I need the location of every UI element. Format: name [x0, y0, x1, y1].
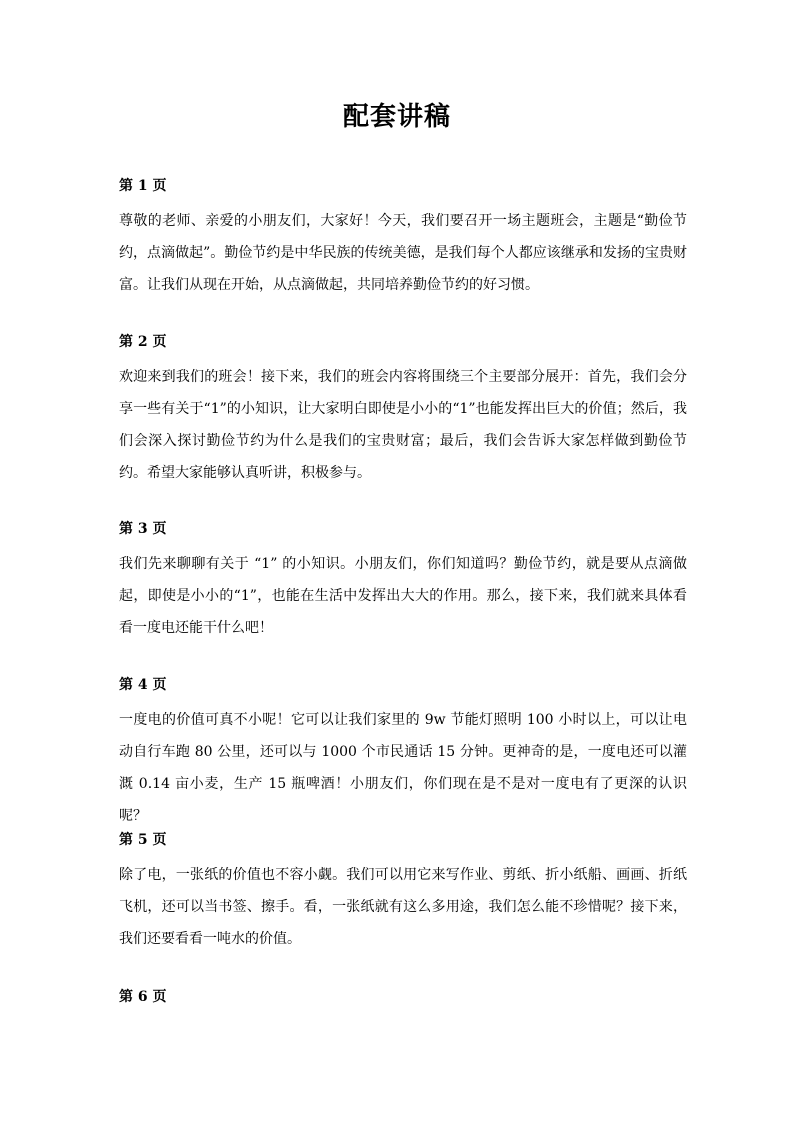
- page-label: 第 5 页: [119, 832, 167, 848]
- section-page-4: [119, 675, 687, 832]
- section-paragraph: 一度电的价值可真不小呢！它可以让我们家里的 9w 节能灯照明 100 小时以上，可以让电动自行车跑 80 公里，还可以与 1000 个市民通话 15 分钟。更神奇的是，一度电还可以灌溉 0.14 亩小麦，生产 15 瓶啤酒！小朋友们，你们现在是不是对一度电有了更深的认识呢？: [119, 712, 687, 824]
- section-paragraph: 欢迎来到我们的班会！接下来，我们的班会内容将围绕三个主要部分展开：首先，我们会分享一些有关于“1”的小知识，让大家明白即使是小小的“1”也能发挥出巨大的价值；然后，我们会深入探讨勤俭节约为什么是我们的宝贵财富；最后，我们会告诉大家怎样做到勤俭节约。希望大家能够认真听讲，积极参与。: [119, 369, 687, 481]
- section-page-3: [119, 519, 687, 644]
- section-page-6: [119, 987, 687, 1016]
- page-label: 第 6 页: [119, 989, 167, 1005]
- section-page-5: [119, 830, 687, 955]
- section-page-1: [119, 176, 687, 301]
- section-paragraph: 尊敬的老师、亲爱的小朋友们，大家好！今天，我们要召开一场主题班会，主题是“勤俭节约，点滴做起”。勤俭节约是中华民族的传统美德，是我们每个人都应该继承和发扬的宝贵财富。让我们从现在开始，从点滴做起，共同培养勤俭节约的好习惯。: [119, 213, 687, 293]
- document-title: 配套讲稿: [342, 102, 451, 132]
- section-paragraph: 我们先来聊聊有关于 “1” 的小知识。小朋友们，你们知道吗？勤俭节约，就是要从点滴做起，即使是小小的“1”，也能在生活中发挥出大大的作用。那么，接下来，我们就来具体看看一度电还能干什么吧！: [119, 556, 687, 636]
- section-paragraph: 除了电，一张纸的价值也不容小觑。我们可以用它来写作业、剪纸、折小纸船、画画、折纸飞机，还可以当书签、擦手。看，一张纸就有这么多用途，我们怎么能不珍惜呢？接下来，我们还要看看一吨水的价值。: [119, 867, 687, 947]
- section-page-2: [119, 332, 687, 489]
- page-label: 第 3 页: [119, 521, 167, 537]
- page-label: 第 1 页: [119, 178, 167, 194]
- page-label: 第 2 页: [119, 334, 167, 350]
- page-label: 第 4 页: [119, 677, 167, 693]
